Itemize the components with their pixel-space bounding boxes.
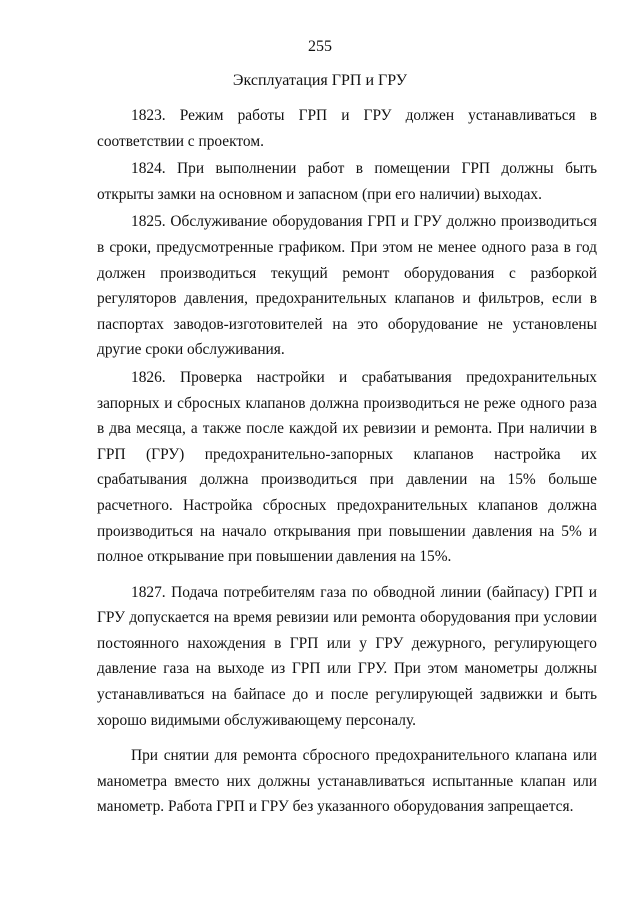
document-body (97, 103, 597, 820)
paragraph-1826: 1826. Проверка настройки и срабатывания предохранительных запорных и сбросных клапанов должна производиться не реже одного раза в два месяца, а также после каждой их ревизии и ремонта. При наличии в ГРП (ГРУ) предохранительно-запорных клапанов настройка их срабатывания должна производиться при давлении на 15% больше расчетного. Настройка сбросных предохранительных клапанов должна производиться на начало открывания при повышении давления на 5% и полное открывание при повышении давления на 15%. (97, 368, 597, 566)
paragraph-1824: 1824. При выполнении работ в помещении ГРП должны быть открыты замки на основном и запасном (при его наличии) выходах. (97, 160, 597, 203)
paragraph-1823: 1823. Режим работы ГРП и ГРУ должен устанавливаться в соответствии с проектом. (97, 107, 597, 150)
section-title: Эксплуатация ГРП и ГРУ (232, 72, 408, 89)
page-number: 255 (308, 38, 332, 55)
paragraph-1827: 1827. Подача потребителям газа по обводной линии (байпасу) ГРП и ГРУ допускается на время ревизии или ремонта оборудования при условии постоянного нахождения в ГРП или у ГРУ дежурного, регулирующего давление газа на выходе из ГРП или ГРУ. При этом манометры должны устанавливаться на байпасе до и после регулирующей задвижки и быть хорошо видимыми обслуживающему персоналу. (97, 583, 597, 729)
paragraph-1825: 1825. Обслуживание оборудования ГРП и ГРУ должно производиться в сроки, предусмотренные графиком. При этом не менее одного раза в год должен производиться текущий ремонт оборудования с разборкой регуляторов давления, предохранительных клапанов и фильтров, если в паспортах заводов-изготовителей на это оборудование не установлены другие сроки обслуживания. (97, 213, 597, 359)
paragraph-valve-removal: При снятии для ремонта сбросного предохранительного клапана или манометра вместо них должны устанавливаться испытанные клапан или манометр. Работа ГРП и ГРУ без указанного оборудования запрещается. (97, 747, 597, 816)
